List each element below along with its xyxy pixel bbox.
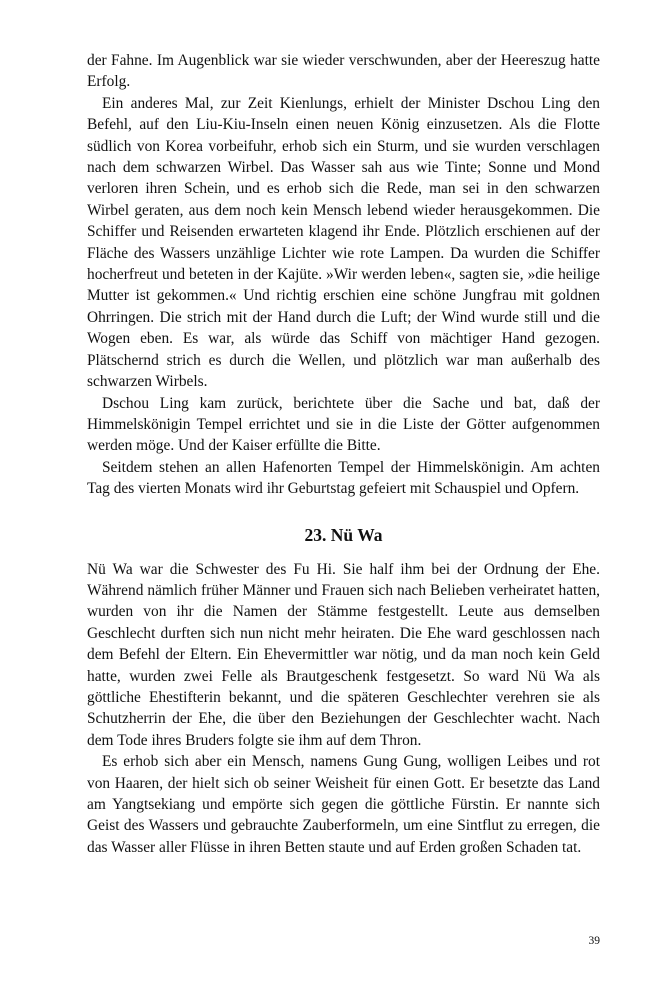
paragraph-dschou-ling-voyage: Ein anderes Mal, zur Zeit Kienlungs, erhielt der Minister Dschou Ling den Befehl, auf den Liu-Kiu-Inseln einen neuen König einzusetzen. Als die Flotte südlich von Korea vorbeifuhr, erhob sich ein Sturm, und sie wurden verschlagen nach dem schwarzen Wirbel. Das Wasser sah aus wie Tinte; Sonne und Mond verloren ihren Schein, und es erhob sich die Rede, man sei in den schwarzen Wirbel geraten, aus dem noch kein Mensch lebend wieder herausgekommen. Die Schiffer und Reisenden erwarteten klagend ihr Ende. Plötzlich erschienen auf der Fläche des Wassers unzählige Lichter wie rote Lampen. Da wurden die Schiffer hocherfreut und beteten in der Kajüte. »Wir werden leben«, sagten sie, »die heilige Mutter ist gekommen.« Und richtig erschien eine schöne Jungfrau mit goldnen Ohrringen. Die strich mit der Hand durch die Luft; der Wind wurde still und die Wogen eben. Es war, als würde das Schiff von mächtiger Hand gezogen. Plätschernd strich es durch die Wellen, und plötzlich war man außerhalb des schwarzen Wirbels. — [87, 94, 600, 391]
chapter-title: 23. Nü Wa — [304, 524, 383, 545]
paragraph-fahne: der Fahne. Im Augenblick war sie wieder verschwunden, aber der Heereszug hatte Erfolg. — [87, 52, 600, 91]
paragraph-temples: Seitdem stehen an allen Hafenorten Tempel der Himmelskönigin. Am achten Tag des vierten Monats wird ihr Geburtstag gefeiert mit Schauspiel und Opfern. — [87, 458, 600, 498]
page-number: 39 — [588, 935, 600, 947]
paragraph-gung-gung: Es erhob sich aber ein Mensch, namens Gung Gung, wolligen Leibes und rot von Haaren, der hielt sich ob seiner Weisheit für einen Gott. Er besetzte das Land am Yangtsekiang und empörte sich gegen die göttliche Fürstin. Er nannte sich Geist des Wassers und gebrauchte Zauberformeln, um eine Sintflut zu erregen, die das Wasser aller Flüsse in ihren Betten staute und auf Erden großen Schaden tat. — [87, 753, 600, 856]
paragraph-nu-wa-intro: Nü Wa war die Schwester des Fu Hi. Sie half ihm bei der Ordnung der Ehe. Während nämlich früher Männer und Frauen sich nach Belieben verheiratet hatten, wurden von ihr die Namen der Stämme festgestellt. Leute aus demselben Geschlecht durften sich nun nicht mehr heiraten. Die Ehe ward geschlossen nach dem Befehl der Eltern. Ein Ehevermittler war nötig, und da man noch kein Geld hatte, wurden zwei Felle als Brautgeschenk festgesetzt. So ward Nü Wa als göttliche Ehestifterin bekannt, und die späteren Geschlechter verehren sie als Schutzherrin der Ehe, die über den Beziehungen der Geschlechter wacht. Nach dem Tode ihres Bruders folgte sie ihm auf dem Thron. — [87, 560, 600, 749]
paragraph-dschou-ling-return: Dschou Ling kam zurück, berichtete über die Sache und bat, daß der Himmelskönigin Tempel errichtet und sie in die Liste der Götter aufgenommen werden möge. Und der Kaiser erfüllte die Bitte. — [87, 394, 600, 455]
page-body — [87, 50, 600, 858]
